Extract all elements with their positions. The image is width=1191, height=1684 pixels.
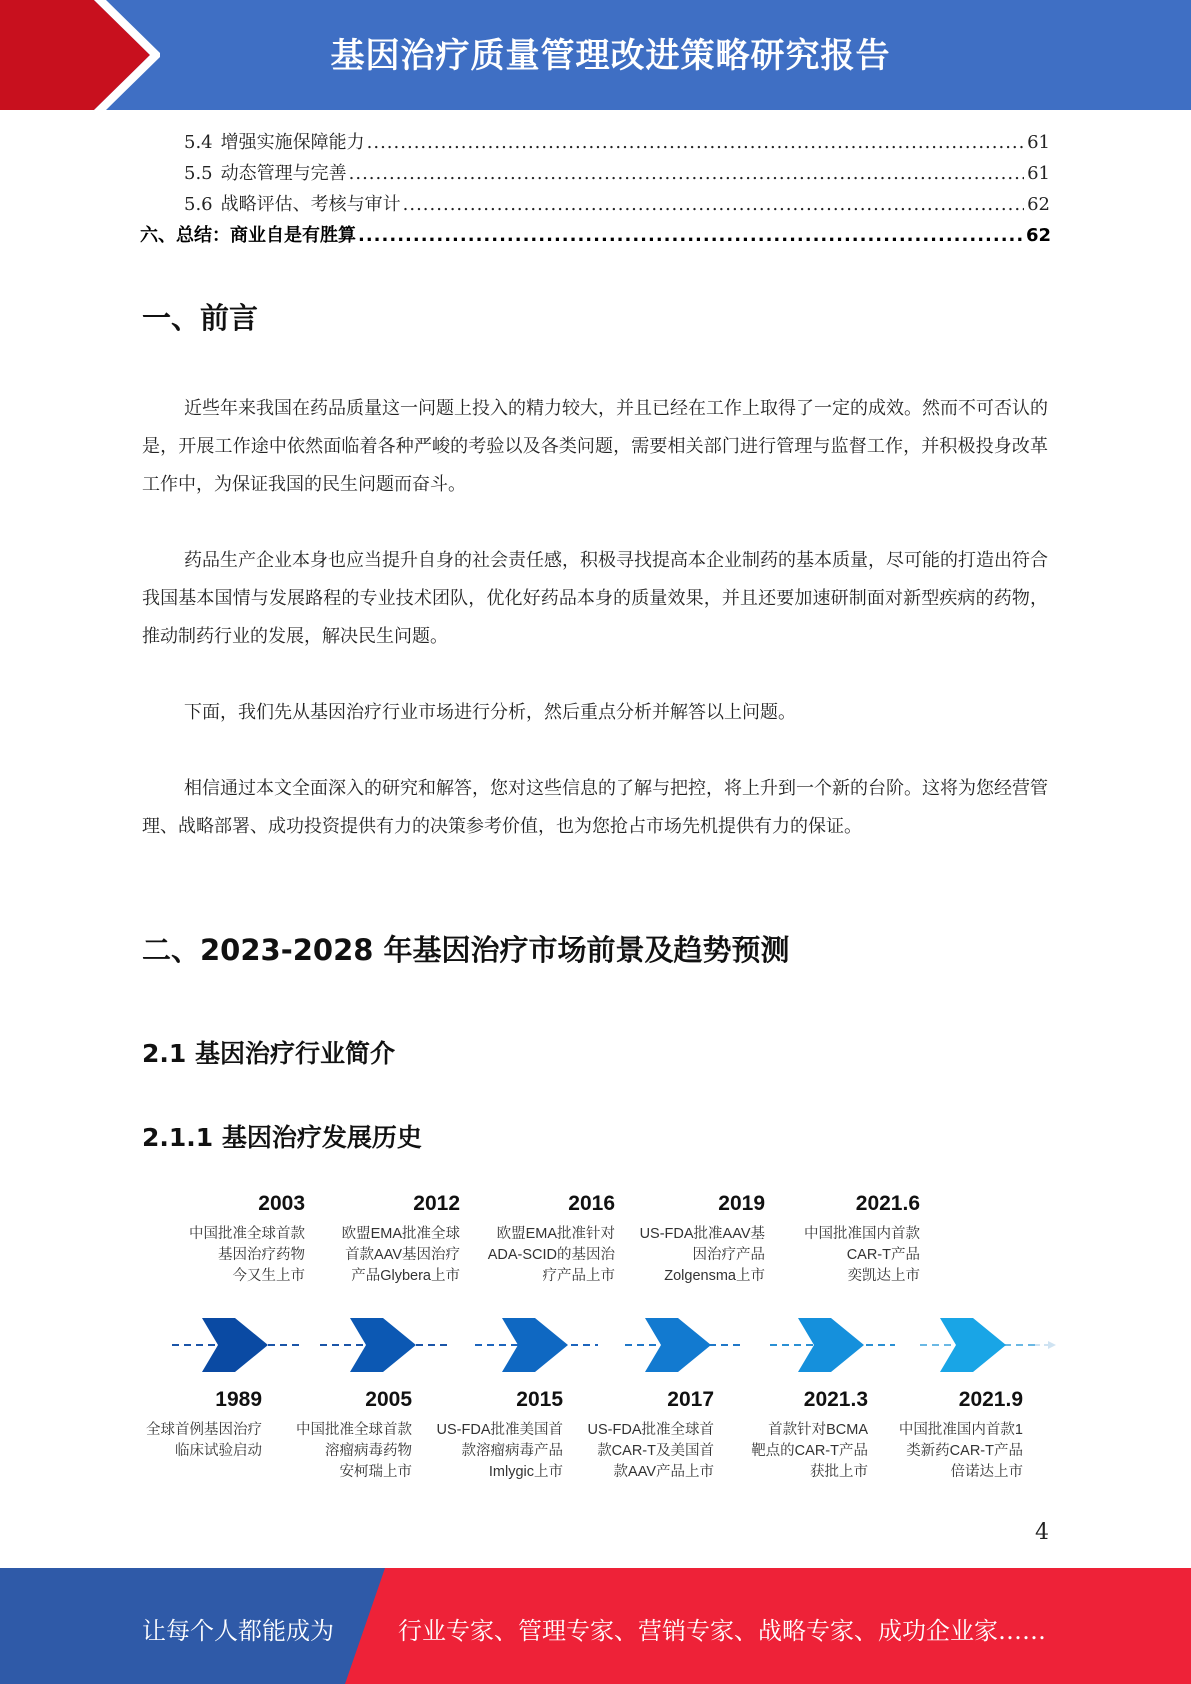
toc-leader-dots	[367, 132, 1024, 153]
timeline-event-top	[170, 1192, 305, 1287]
toc-entry-page: 61	[1027, 163, 1050, 184]
toc-entry-label: 战略评估、考核与审计	[220, 194, 401, 215]
report-title: 基因治疗质量管理改进策略研究报告	[330, 36, 891, 76]
footer-slogan-right: 行业专家、管理专家、营销专家、战略专家、成功企业家……	[398, 1617, 1046, 1645]
footer-slogan-left: 让每个人都能成为	[142, 1617, 334, 1645]
timeline-description: US-FDA批准美国首 款溶瘤病毒产品 Imlygic上市	[436, 1422, 563, 1480]
timeline-year: 2012	[413, 1192, 460, 1215]
timeline-event-bottom	[415, 1388, 563, 1483]
timeline-event-bottom	[270, 1388, 412, 1483]
timeline-year: 2005	[365, 1388, 412, 1411]
timeline-event-bottom	[130, 1388, 262, 1462]
timeline-event-top	[785, 1192, 920, 1287]
timeline-description: 欧盟EMA批准全球 首款AAV基因治疗 产品Glybera上市	[341, 1226, 460, 1284]
timeline-year: 2015	[516, 1388, 563, 1411]
gene-therapy-history-timeline	[130, 1180, 1060, 1500]
timeline-dashed-line	[172, 1341, 1056, 1349]
toc-entry-number: 5.6	[184, 194, 213, 215]
paragraph: 近些年来我国在药品质量这一问题上投入的精力较大，并且已经在工作上取得了一定的成效。然而不可否认的是，开展工作途中依然面临着各种严峻的考验以及各类问题，需要相关部门进行管理与监督工作，并积极投身改革工作中，为保证我国的民生问题而奋斗。	[142, 398, 1048, 495]
timeline-description: 中国批准全球首款 溶瘤病毒药物 安柯瑞上市	[296, 1422, 412, 1480]
timeline-event-bottom	[720, 1388, 868, 1483]
toc-leader-dots	[358, 225, 1024, 246]
toc-leader-dots	[403, 194, 1024, 215]
timeline-year: 2017	[667, 1388, 714, 1411]
timeline-year: 2003	[258, 1192, 305, 1215]
subsection-heading: 2.1 基因治疗行业简介	[142, 1039, 395, 1068]
toc-entry-page: 61	[1027, 132, 1050, 153]
timeline-event-top	[310, 1192, 460, 1287]
timeline-event-top	[465, 1192, 615, 1287]
toc-entry-chapter[interactable]	[140, 221, 1050, 252]
paragraph: 下面，我们先从基因治疗行业市场进行分析，然后重点分析并解答以上问题。	[184, 702, 796, 723]
timeline-description: 全球首例基因治疗 临床试验启动	[146, 1422, 262, 1459]
timeline-year: 2021.6	[855, 1192, 920, 1215]
timeline-event-top	[615, 1192, 765, 1287]
timeline-description: 中国批准全球首款 基因治疗药物 今又生上市	[189, 1226, 305, 1284]
toc-entry-label: 动态管理与完善	[220, 163, 347, 184]
paragraph: 药品生产企业本身也应当提升自身的社会责任感，积极寻找提高本企业制药的基本质量，尽可能的打造出符合我国基本国情与发展路程的专业技术团队，优化好药品本身的质量效果，并且还要加速研制面对新型疾病的药物，推动制药行业的发展，解决民生问题。	[142, 550, 1048, 647]
section-heading-preface: 一、前言	[142, 301, 259, 335]
toc-entry-label: 六、总结：商业自是有胜算	[140, 225, 356, 246]
page-footer	[0, 1568, 1191, 1684]
timeline-axis	[130, 1310, 1060, 1380]
timeline-description: 首款针对BCMA 靶点的CAR-T产品 获批上市	[751, 1422, 868, 1480]
timeline-description: US-FDA批准AAV基 因治疗产品 Zolgensma上市	[639, 1226, 765, 1284]
toc-entry[interactable]	[140, 159, 1050, 190]
timeline-year: 2019	[718, 1192, 765, 1215]
toc-entry-label: 增强实施保障能力	[220, 132, 365, 153]
timeline-year: 2021.9	[958, 1388, 1023, 1411]
toc-entry[interactable]	[140, 128, 1050, 159]
section-heading-market-outlook: 二、2023-2028 年基因治疗市场前景及趋势预测	[142, 933, 790, 967]
timeline-event-bottom	[566, 1388, 714, 1483]
toc-entry-number: 5.5	[184, 163, 213, 184]
timeline-year: 2016	[568, 1192, 615, 1215]
toc-entry-number: 5.4	[184, 132, 213, 153]
timeline-description: 中国批准国内首款 CAR-T产品 奕凯达上市	[804, 1226, 920, 1284]
timeline-year: 1989	[215, 1388, 262, 1411]
table-of-contents	[140, 128, 1050, 252]
toc-entry[interactable]	[140, 190, 1050, 221]
toc-leader-dots	[349, 163, 1024, 184]
timeline-description: US-FDA批准全球首 款CAR-T及美国首 款AAV产品上市	[587, 1422, 714, 1480]
paragraph: 相信通过本文全面深入的研究和解答，您对这些信息的了解与把控，将上升到一个新的台阶。这将为您经营管理、战略部署、成功投资提供有力的决策参考价值，也为您抢占市场先机提供有力的保证。	[142, 778, 1048, 837]
timeline-description: 欧盟EMA批准针对 ADA-SCID的基因治 疗产品上市	[487, 1226, 615, 1284]
page-number: 4	[1035, 1520, 1049, 1545]
timeline-description: 中国批准国内首款1 类新药CAR-T产品 倍诺达上市	[898, 1422, 1023, 1480]
toc-entry-page: 62	[1027, 194, 1050, 215]
timeline-event-bottom	[875, 1388, 1023, 1483]
page-header	[0, 0, 1191, 110]
subsection-heading: 2.1.1 基因治疗发展历史	[142, 1123, 422, 1152]
toc-entry-page: 62	[1026, 225, 1052, 246]
timeline-year: 2021.3	[803, 1388, 868, 1411]
